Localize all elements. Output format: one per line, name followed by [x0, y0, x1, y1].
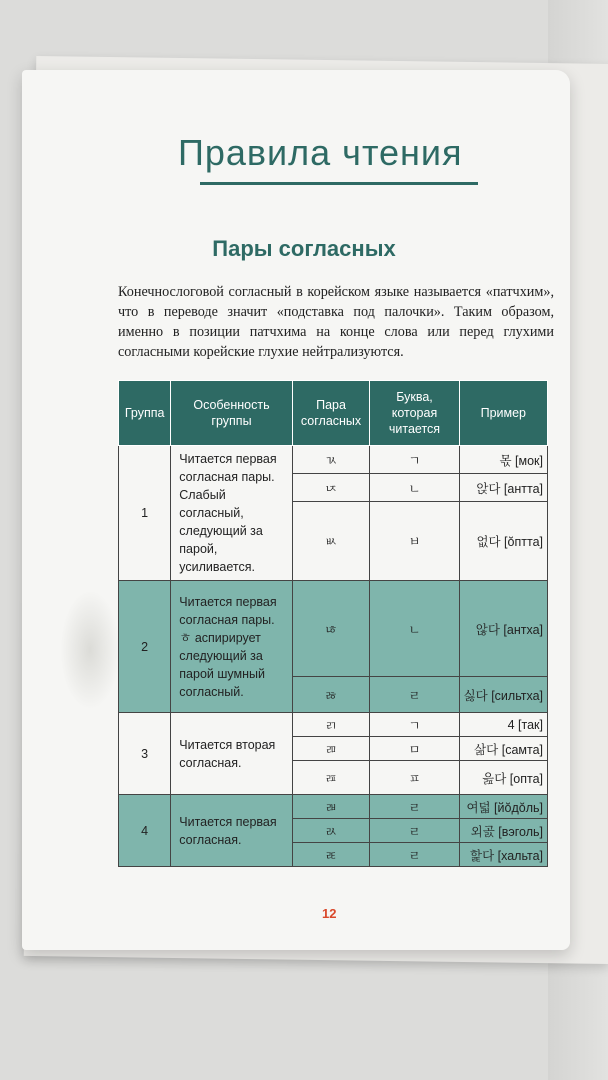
table-row [119, 581, 548, 677]
example: 읊다 [опта] [459, 761, 547, 795]
group-number: 3 [119, 713, 171, 795]
read-letter: ㄴ [370, 581, 459, 677]
intro-paragraph: Конечнослоговой согласный в корейском языке называется «патчхим», что в переводе значит «подставка под палочки». Таким образом, именно в позиции патчхима на конце слова или перед глухими согласными корейские глухие нейтрализуются. [118, 284, 554, 360]
read-letter: ㄴ [370, 474, 459, 502]
example: 삶다 [самта] [459, 737, 547, 761]
group-feature: Читается вторая согласная. [171, 713, 292, 795]
example: 않다 [антха] [459, 581, 547, 677]
consonant-pair: ㄻ [292, 737, 370, 761]
example: 핥다 [хальта] [459, 843, 547, 867]
show-through-illustration [60, 590, 120, 710]
header-group: Группа [119, 381, 171, 446]
table-row [119, 446, 548, 474]
consonant-pair: ㄼ [292, 795, 370, 819]
header-pair: Пара согласных [292, 381, 370, 446]
read-letter: ㄱ [370, 446, 459, 474]
example: 여덟 [йŏдŏль] [459, 795, 547, 819]
read-letter: ㄱ [370, 713, 459, 737]
consonant-pair: ㄳ [292, 446, 370, 474]
consonant-pairs-table [118, 380, 548, 867]
example: 몫 [мок] [459, 446, 547, 474]
read-letter: ㄹ [370, 795, 459, 819]
group-feature: Читается первая согласная. [171, 795, 292, 867]
header-feature: Особенность группы [171, 381, 292, 446]
read-letter: ㅍ [370, 761, 459, 795]
read-letter: ㄹ [370, 677, 459, 713]
section-subtitle: Пары согласных [212, 236, 396, 261]
read-letter: ㄹ [370, 819, 459, 843]
group-number: 1 [119, 446, 171, 581]
read-letter: ㄹ [370, 843, 459, 867]
consonant-pair: ㄵ [292, 474, 370, 502]
consonant-pair: ㄾ [292, 843, 370, 867]
consonant-pair: ㅀ [292, 677, 370, 713]
group-feature: Читается первая согласная пары. ㅎ аспирирует следующий за парой шумный согласный. [171, 581, 292, 713]
group-number: 2 [119, 581, 171, 713]
header-letter: Буква, которая читается [370, 381, 459, 446]
example: 외곬 [вэголь] [459, 819, 547, 843]
consonant-pair: ㄺ [292, 713, 370, 737]
page-number: 12 [322, 906, 337, 921]
example: 없다 [ŏптта] [459, 502, 547, 581]
example: 앉다 [антта] [459, 474, 547, 502]
table-row [119, 713, 548, 737]
title-underline [200, 182, 478, 185]
consonant-pair: ㄶ [292, 581, 370, 677]
page-title: Правила чтения [178, 132, 463, 173]
example: 4 [так] [459, 713, 547, 737]
table-row [119, 795, 548, 819]
header-example: Пример [459, 381, 547, 446]
read-letter: ㅁ [370, 737, 459, 761]
consonant-pair: ㄽ [292, 819, 370, 843]
group-number: 4 [119, 795, 171, 867]
read-letter: ㅂ [370, 502, 459, 581]
example: 싫다 [сильтха] [459, 677, 547, 713]
consonant-pair: ㄿ [292, 761, 370, 795]
consonant-pair: ㅄ [292, 502, 370, 581]
group-feature: Читается первая согласная пары. Слабый согласный, следующий за парой, усиливается. [171, 446, 292, 581]
table-header-row [119, 381, 548, 446]
